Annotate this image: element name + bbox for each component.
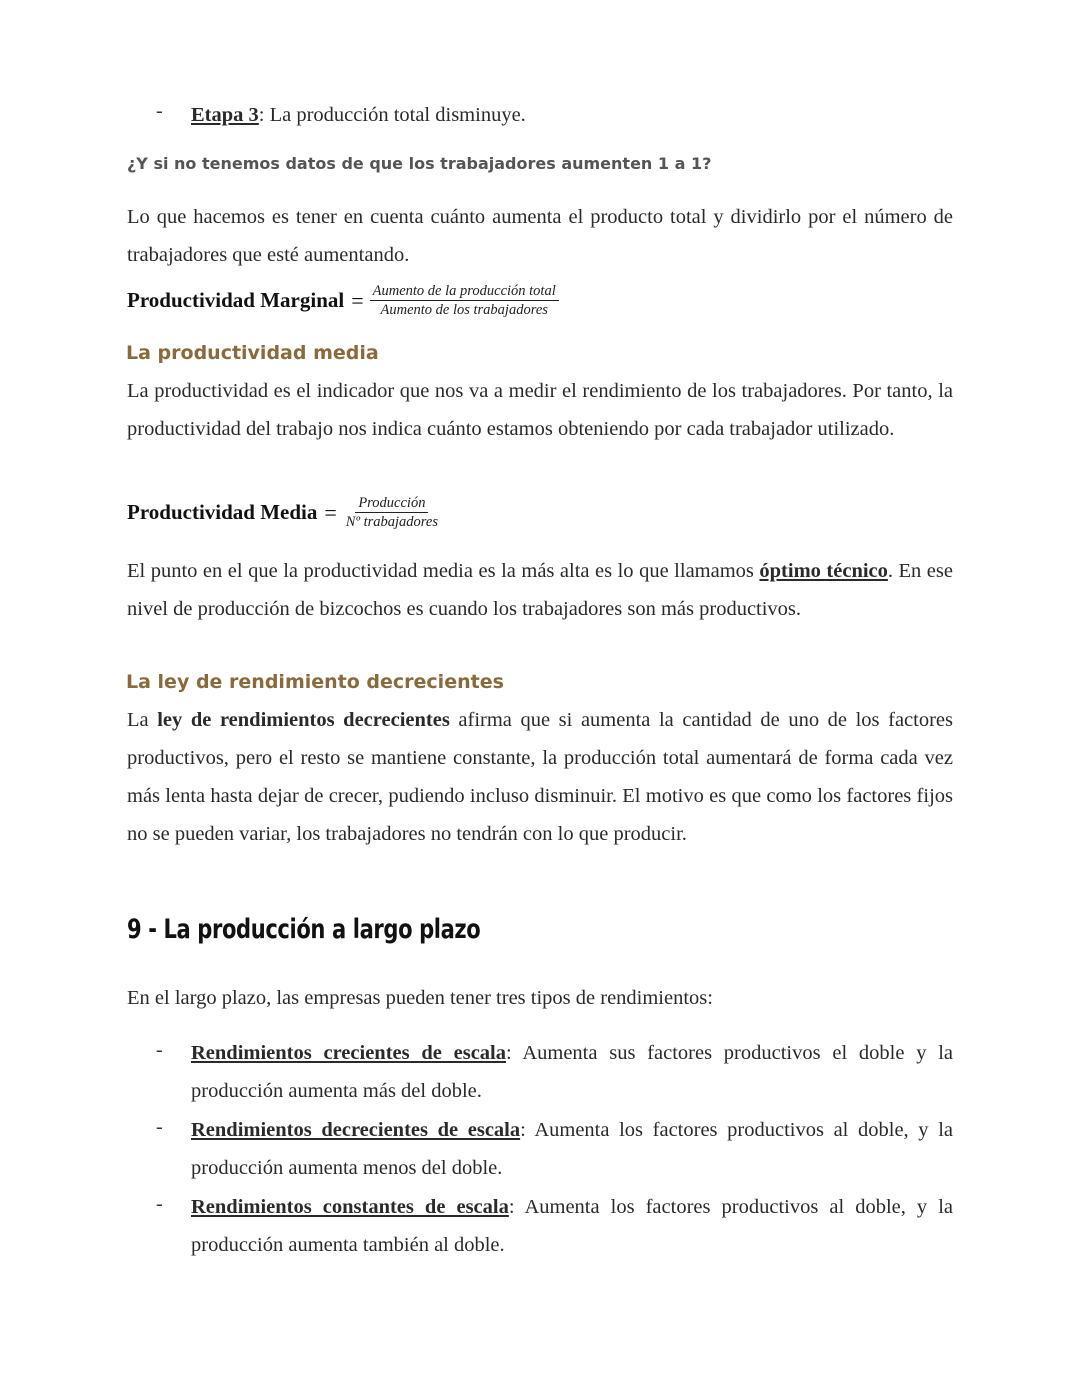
formula-media-numerator: Producción bbox=[355, 494, 428, 513]
formula-media-denominator: Nº trabajadores bbox=[345, 514, 438, 530]
formula-marginal-denominator: Aumento de los trabajadores bbox=[380, 302, 548, 318]
list-bullet-marker: - bbox=[156, 1039, 163, 1061]
subheading-ley-rendimientos: La ley de rendimiento decrecientes bbox=[126, 671, 504, 693]
list-bullet-marker: - bbox=[156, 1193, 163, 1215]
etapa3-text: : La producción total disminuye. bbox=[258, 104, 526, 126]
formula-marginal-numerator: Aumento de la producción total bbox=[370, 282, 559, 301]
question-line: ¿Y si no tenemos datos de que los trabajadores aumenten 1 a 1? bbox=[127, 154, 712, 173]
formula-marginal-equals: = bbox=[351, 287, 364, 313]
formula-productividad-marginal bbox=[127, 282, 559, 319]
formula-media-equals: = bbox=[324, 499, 337, 525]
paragraph-productividad-media: La productividad es el indicador que nos va a medir el rendimiento de los trabajadores. Por tanto, la productividad del trabajo nos indica cuánto estamos obteniendo por cada trabajador utilizado. bbox=[127, 380, 953, 440]
formula-marginal-lhs: Productividad Marginal bbox=[127, 288, 345, 312]
list-bullet-marker: - bbox=[156, 100, 163, 122]
optimo-text-after: . En ese nivel de producción de bizcochos es cuando los trabajadores son más productivos. bbox=[127, 560, 953, 620]
ley-text-before: La bbox=[127, 709, 158, 731]
etapa3-label: Etapa 3 bbox=[191, 104, 259, 126]
paragraph-ley-rendimientos bbox=[127, 701, 953, 853]
formula-productividad-media bbox=[127, 494, 441, 531]
etapa3-item bbox=[191, 96, 526, 134]
list-item-decrecientes bbox=[191, 1111, 953, 1187]
formula-media-fraction bbox=[343, 494, 441, 531]
optimo-text-before: El punto en el que la productividad media es la más alta es lo que llamamos bbox=[127, 560, 760, 582]
ley-term: ley de rendimientos decrecientes bbox=[157, 709, 450, 731]
list-item-constantes bbox=[191, 1188, 953, 1264]
section-heading-largo-plazo: 9 - La producción a largo plazo bbox=[127, 914, 481, 945]
paragraph-intro-largo-plazo: En el largo plazo, las empresas pueden tener tres tipos de rendimientos: bbox=[127, 987, 713, 1009]
list-item-crecientes bbox=[191, 1034, 953, 1110]
bullet-text-constantes: : Aumenta los factores productivos al doble, y la producción aumenta también al doble. bbox=[191, 1196, 953, 1256]
bullet-term-decrecientes: Rendimientos decrecientes de escala bbox=[191, 1119, 521, 1141]
paragraph-optimo-tecnico bbox=[127, 552, 953, 628]
formula-marginal-fraction bbox=[370, 282, 559, 319]
bullet-term-crecientes: Rendimientos crecientes de escala bbox=[191, 1042, 506, 1064]
optimo-term: óptimo técnico bbox=[759, 560, 888, 582]
bullet-text-crecientes: : Aumenta sus factores productivos el doble y la producción aumenta más del doble. bbox=[191, 1042, 953, 1102]
subheading-productividad-media: La productividad media bbox=[126, 342, 379, 364]
list-bullet-marker: - bbox=[156, 1116, 163, 1138]
bullet-text-decrecientes: : Aumenta los factores productivos al doble, y la producción aumenta menos del doble. bbox=[191, 1119, 953, 1179]
ley-text-after: afirma que si aumenta la cantidad de uno de los factores productivos, pero el resto se mantiene constante, la producción total aumentará de forma cada vez más lenta hasta dejar de crecer, pudiendo incluso disminuir. El motivo es que como los factores fijos no se pueden variar, los trabajadores no tendrán con lo que producir. bbox=[127, 709, 953, 845]
bullet-term-constantes: Rendimientos constantes de escala bbox=[191, 1196, 509, 1218]
formula-media-lhs: Productividad Media bbox=[127, 500, 318, 524]
paragraph-marginal: Lo que hacemos es tener en cuenta cuánto aumenta el producto total y dividirlo por el número de trabajadores que esté aumentando. bbox=[127, 206, 953, 266]
